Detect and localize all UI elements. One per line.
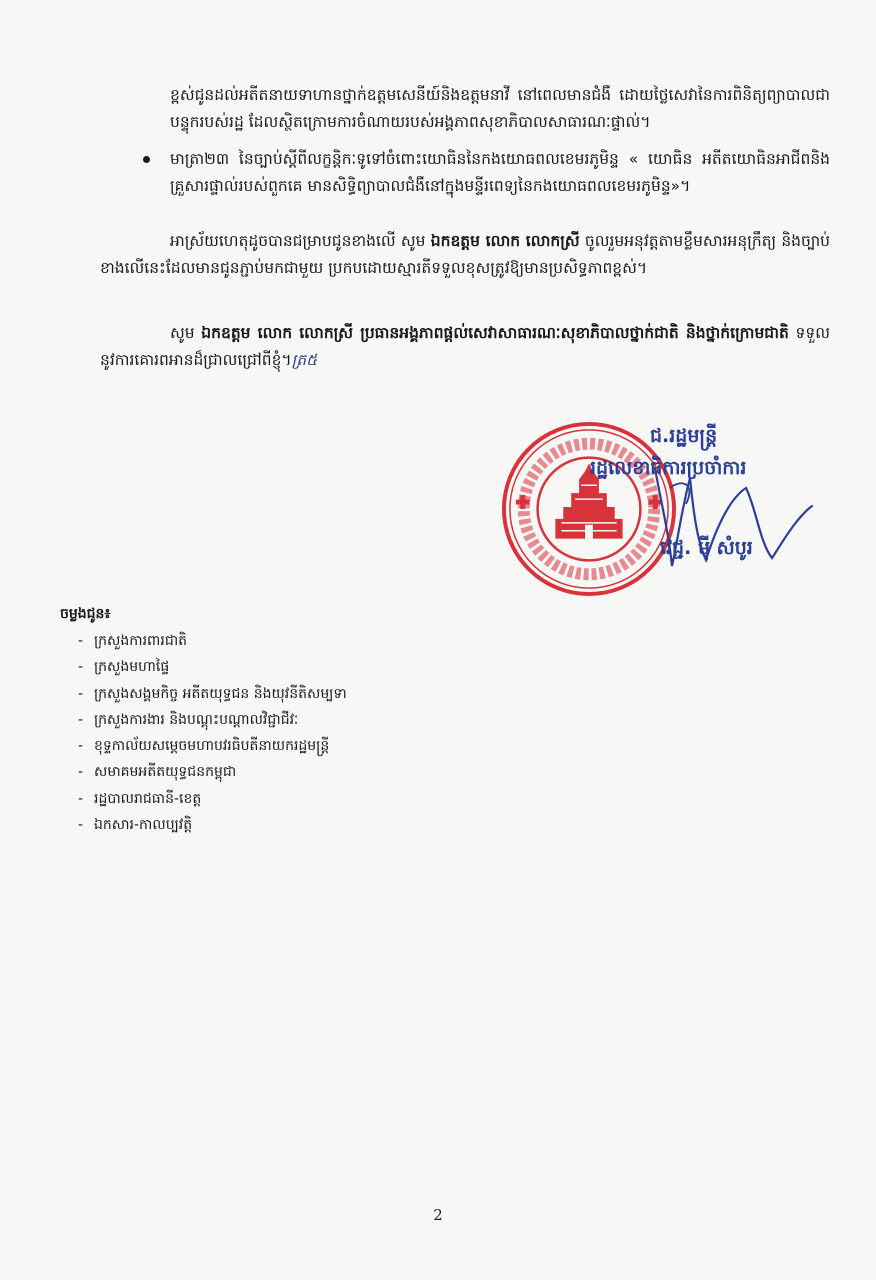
bullet-marker: [143, 156, 150, 163]
initials-mark: ត្រ៥: [291, 351, 318, 369]
list-item: - រដ្ឋបាលរាជធានី-ខេត្ត: [72, 786, 347, 812]
list-item: - ក្រសួងសង្គមកិច្ច អតីតយុទ្ធជន និងយុវនីតិសម្បទា: [72, 681, 347, 707]
closing-lead: សូម: [170, 324, 202, 342]
page-number: 2: [433, 1206, 443, 1224]
bullet-article-23: មាត្រា២៣ នៃច្បាប់ស្តីពីលក្ខន្តិកៈទូទៅចំពោះយោធិននៃកងយោធពលខេមរភូមិន្ទ « យោធិន អតីតយោធិនអាជីពនិងគ្រួសារផ្ទាល់របស់ពួកគេ មានសិទ្ធិព្យាបាលជំងឺនៅក្នុងមន្ទីរពេទ្យនៃកងយោធពលខេមរភូមិន្ទ»។: [170, 150, 830, 195]
list-item: - ក្រសួងមហាផ្ទៃ: [72, 654, 347, 680]
signatory-name: វេជ្ជ. ម៉ី សំបូរ: [660, 537, 753, 559]
paragraph-continuation: ខ្ពស់ជូនដល់អតីតនាយទាហានថ្នាក់ឧត្តមសេនីយ៍និងឧត្តមនាវី នៅពេលមានជំងឺ ដោយថ្លៃសេវានៃការពិនិត្យព្យាបាលជាបន្ទុករបស់រដ្ឋ ដែលស្ថិតក្រោមការចំណាយរបស់អង្គភាពសុខាភិបាលសាធារណៈផ្ទាល់។: [170, 86, 830, 131]
paragraph-request: [100, 228, 830, 282]
paragraph-closing: [100, 320, 830, 374]
signatory-title-line2: រដ្ឋលេខាធិការប្រចាំការ: [590, 457, 747, 479]
closing-addressee: ឯកឧត្តម លោក លោកស្រី ប្រធានអង្គភាពផ្តល់សេវាសាធារណៈសុខាភិបាលថ្នាក់ជាតិ និងថ្នាក់ក្រោមជាតិ: [201, 324, 789, 342]
recipients-heading: ចម្លងជូន៖: [60, 606, 111, 622]
list-item: - ក្រសួងការងារ និងបណ្តុះបណ្តាលវិជ្ជាជីវៈ: [72, 707, 347, 733]
signatory-title-line1: ជ.រដ្ឋមន្ត្រី: [650, 425, 718, 447]
list-item: - សមាគមអតីតយុទ្ធជនកម្ពុជា: [72, 759, 347, 785]
list-item: - ខុទ្ទកាល័យសម្តេចមហាបវរធិបតីនាយករដ្ឋមន្ត្រី: [72, 733, 347, 759]
request-tail: ចូលរួមអនុវត្តតាមខ្លឹមសារអនុក្រឹត្យ និងច្បាប់ខាងលើនេះដែលមានជូនភ្ជាប់មកជាមួយ ប្រកបដោយស្មារតីទទួលខុសត្រូវឱ្យមានប្រសិទ្ធភាពខ្ពស់។: [100, 232, 831, 277]
request-lead: អាស្រ័យហេតុដូចបានជម្រាបជូនខាងលើ សូម: [170, 232, 431, 250]
request-addressee: ឯកឧត្តម លោក លោកស្រី: [430, 232, 580, 250]
closing-tail: ទទួលនូវការគោរពអានដ៏ជ្រាលជ្រៅពីខ្ញុំ។: [100, 324, 830, 369]
recipients-list: [72, 628, 347, 838]
list-item: - ក្រសួងការពារជាតិ: [72, 628, 347, 654]
list-item: - ឯកសារ-កាលប្បវត្តិ: [72, 812, 347, 838]
